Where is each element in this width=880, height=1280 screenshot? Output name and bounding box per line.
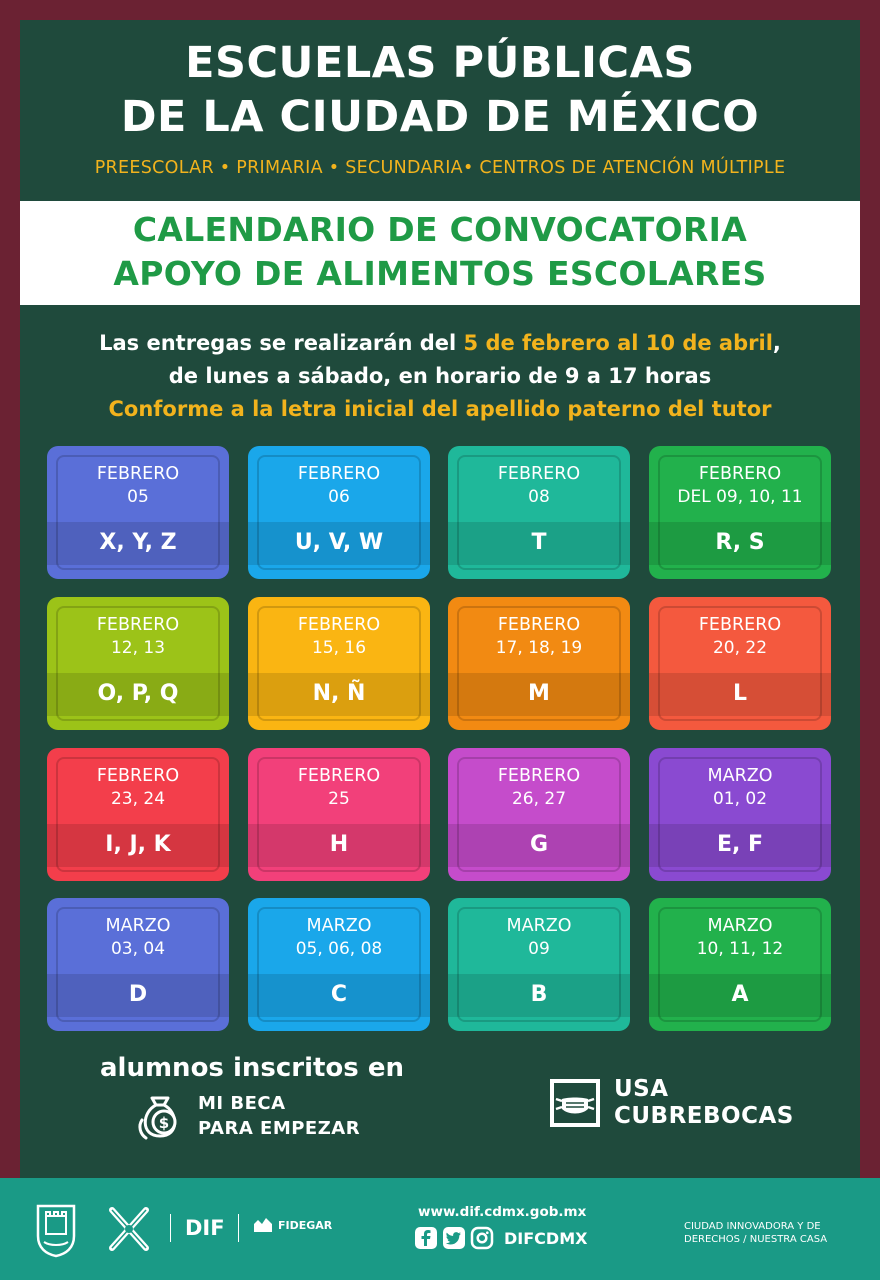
facebook-icon[interactable] (414, 1226, 438, 1250)
info-line-1 (0, 327, 880, 360)
card-month: FEBRERO (297, 766, 381, 786)
schedule-card (649, 597, 831, 730)
card-month: FEBRERO (497, 464, 581, 484)
card-letters: I, J, K (105, 832, 171, 857)
card-days: 08 (528, 487, 550, 507)
card-letters: T (531, 530, 547, 555)
card-days: DEL 09, 10, 11 (677, 487, 803, 507)
card-month: FEBRERO (96, 615, 180, 635)
card-days: 06 (328, 487, 350, 507)
schedule-card (248, 898, 430, 1031)
mask-line-2: CUBREBOCAS (614, 1103, 794, 1129)
dif-logo: DIF (185, 1216, 225, 1240)
info-date-range: 5 de febrero al 10 de abril (463, 331, 773, 355)
schedule-card (649, 898, 831, 1031)
fidegar-icon (252, 1216, 274, 1234)
schedule-card (47, 748, 229, 881)
info-line-1-end: , (772, 331, 781, 355)
footer-divider (170, 1214, 171, 1242)
money-bag-icon (134, 1090, 186, 1142)
card-letters: L (732, 681, 748, 706)
card-month: MARZO (506, 916, 572, 936)
enrolled-heading: alumnos inscritos en (100, 1053, 404, 1083)
schedule-card (649, 748, 831, 881)
calendar-banner (20, 201, 860, 305)
card-days: 25 (328, 789, 350, 809)
card-month: FEBRERO (698, 464, 782, 484)
social-handle: DIFCDMX (504, 1228, 588, 1248)
city-seal-icon (34, 1202, 78, 1258)
card-days: 03, 04 (110, 939, 166, 959)
card-days: 23, 24 (110, 789, 166, 809)
card-month: FEBRERO (297, 615, 381, 635)
card-days: 15, 16 (311, 638, 367, 658)
mask-campaign (548, 1076, 794, 1130)
banner-line-1: CALENDARIO DE CONVOCATORIA (132, 210, 748, 249)
card-letters: R, S (715, 530, 765, 555)
card-days: 10, 11, 12 (696, 939, 784, 959)
website-link[interactable]: www.dif.cdmx.gob.mx (418, 1204, 587, 1220)
page-title (0, 36, 880, 144)
card-days: 05 (127, 487, 149, 507)
card-days: 20, 22 (712, 638, 768, 658)
card-days: 05, 06, 08 (295, 939, 383, 959)
card-month: FEBRERO (497, 766, 581, 786)
instagram-icon[interactable] (470, 1226, 494, 1250)
card-letters: E, F (716, 832, 764, 857)
fidegar-logo (252, 1216, 332, 1234)
card-days: 12, 13 (110, 638, 166, 658)
twitter-icon[interactable] (442, 1226, 466, 1250)
title-line-2: DE LA CIUDAD DE MÉXICO (120, 92, 760, 142)
card-month: FEBRERO (96, 464, 180, 484)
beca-line-2: PARA EMPEZAR (198, 1118, 361, 1139)
card-days: 01, 02 (712, 789, 768, 809)
card-month: MARZO (105, 916, 171, 936)
schedule-card (248, 597, 430, 730)
card-letters: C (330, 982, 348, 1007)
cdmx-logo-icon (100, 1200, 158, 1258)
info-line-2: de lunes a sábado, en horario de 9 a 17 horas (168, 364, 712, 388)
card-letters: N, Ñ (312, 681, 366, 706)
beca-line-1: MI BECA (198, 1093, 286, 1114)
schedule-card (47, 446, 229, 579)
card-letters: X, Y, Z (99, 530, 177, 555)
card-days: 09 (528, 939, 550, 959)
card-month: FEBRERO (297, 464, 381, 484)
card-letters: O, P, Q (97, 681, 179, 706)
card-month: MARZO (707, 916, 773, 936)
mi-beca-text (198, 1091, 360, 1141)
schedule-card (448, 748, 630, 881)
schedule-card (248, 446, 430, 579)
mi-beca-logo (134, 1090, 360, 1142)
card-letters: D (128, 982, 148, 1007)
city-slogan (684, 1220, 827, 1246)
card-letters: U, V, W (294, 530, 384, 555)
mask-text (614, 1076, 794, 1130)
schedule-card (448, 446, 630, 579)
svg-text:$: $ (158, 1114, 170, 1132)
delivery-info (0, 327, 880, 426)
card-month: FEBRERO (698, 615, 782, 635)
card-letters: M (528, 681, 550, 706)
schedule-card (47, 597, 229, 730)
schedule-card (248, 748, 430, 881)
schedule-card (649, 446, 831, 579)
info-line-1-start: Las entregas se realizarán del (99, 331, 464, 355)
schedule-card (448, 898, 630, 1031)
footer-bar (0, 1178, 880, 1280)
info-line-3: Conforme a la letra inicial del apellido paterno del tutor (108, 397, 772, 421)
card-month: MARZO (306, 916, 372, 936)
card-days: 17, 18, 19 (495, 638, 583, 658)
city-slogan-line-1: CIUDAD INNOVADORA Y DE (684, 1221, 821, 1232)
card-month: FEBRERO (96, 766, 180, 786)
card-days: 26, 27 (511, 789, 567, 809)
school-levels: PREESCOLAR • PRIMARIA • SECUNDARIA• CENTROS DE ATENCIÓN MÚLTIPLE (94, 158, 786, 178)
card-month: MARZO (707, 766, 773, 786)
footer-divider (238, 1214, 239, 1242)
face-mask-icon (548, 1077, 602, 1129)
banner-line-2: APOYO DE ALIMENTOS ESCOLARES (113, 254, 767, 293)
schedule-card (448, 597, 630, 730)
card-letters: G (529, 832, 549, 857)
fidegar-text: FIDEGAR (278, 1218, 333, 1232)
card-letters: B (530, 982, 548, 1007)
card-month: FEBRERO (497, 615, 581, 635)
card-letters: H (329, 832, 349, 857)
city-slogan-line-2: DERECHOS / NUESTRA CASA (684, 1234, 828, 1245)
schedule-card (47, 898, 229, 1031)
card-letters: A (731, 982, 749, 1007)
title-line-1: ESCUELAS PÚBLICAS (185, 38, 695, 88)
mask-line-1: USA (614, 1076, 669, 1102)
social-links (414, 1226, 587, 1250)
